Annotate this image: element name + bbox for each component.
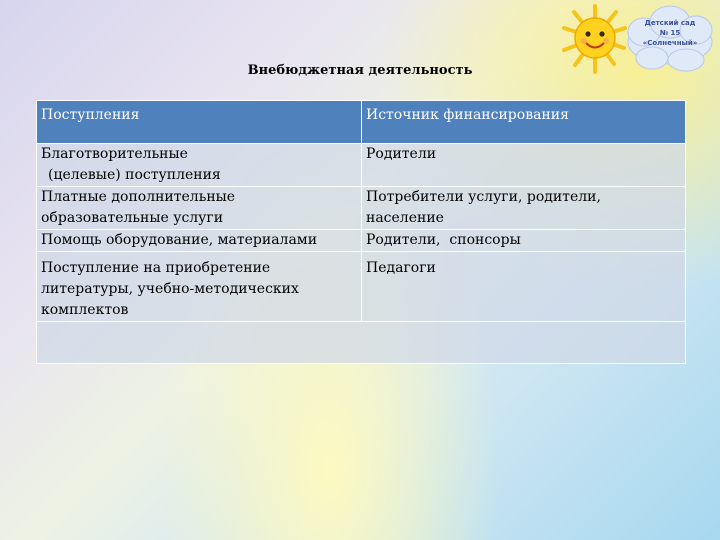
source-text: Родители, спонсоры [366, 232, 521, 248]
logo-line-1: Детский сад [644, 19, 696, 27]
income-cell [37, 252, 362, 322]
income-text: литературы, учебно-методических [41, 281, 299, 297]
source-text: Педагоги [366, 260, 436, 276]
table-row [37, 187, 686, 230]
logo-line-3: «Солнечный» [642, 39, 698, 47]
logo-text [638, 18, 702, 48]
source-cell [362, 230, 686, 252]
income-text: Платные дополнительные [41, 189, 236, 205]
table-row [37, 144, 686, 187]
empty-cell [37, 322, 686, 364]
source-cell [362, 187, 686, 230]
source-cell [362, 144, 686, 187]
income-text: Помощь оборудование, материалами [41, 232, 318, 248]
income-text: Благотворительные [41, 146, 188, 162]
income-cell [37, 144, 362, 187]
header-source: Источник финансирования [362, 101, 686, 144]
table-row [37, 230, 686, 252]
income-text: комплектов [41, 302, 129, 318]
income-text: (целевые) поступления [48, 167, 221, 183]
header-income: Поступления [37, 101, 362, 144]
income-cell [37, 187, 362, 230]
logo-line-2: № 15 [659, 29, 681, 37]
page-title: Внебюджетная деятельность [247, 63, 473, 78]
table-row [37, 252, 686, 322]
table-row [37, 322, 686, 364]
source-text: население [366, 210, 444, 226]
funding-table [36, 100, 686, 364]
source-cell [362, 252, 686, 322]
income-text: образовательные услуги [41, 210, 224, 226]
income-text: Поступление на приобретение [41, 260, 271, 276]
table-header-row [37, 101, 686, 144]
income-cell [37, 230, 362, 252]
source-text: Потребители услуги, родители, [366, 189, 601, 205]
source-text: Родители [366, 146, 437, 162]
